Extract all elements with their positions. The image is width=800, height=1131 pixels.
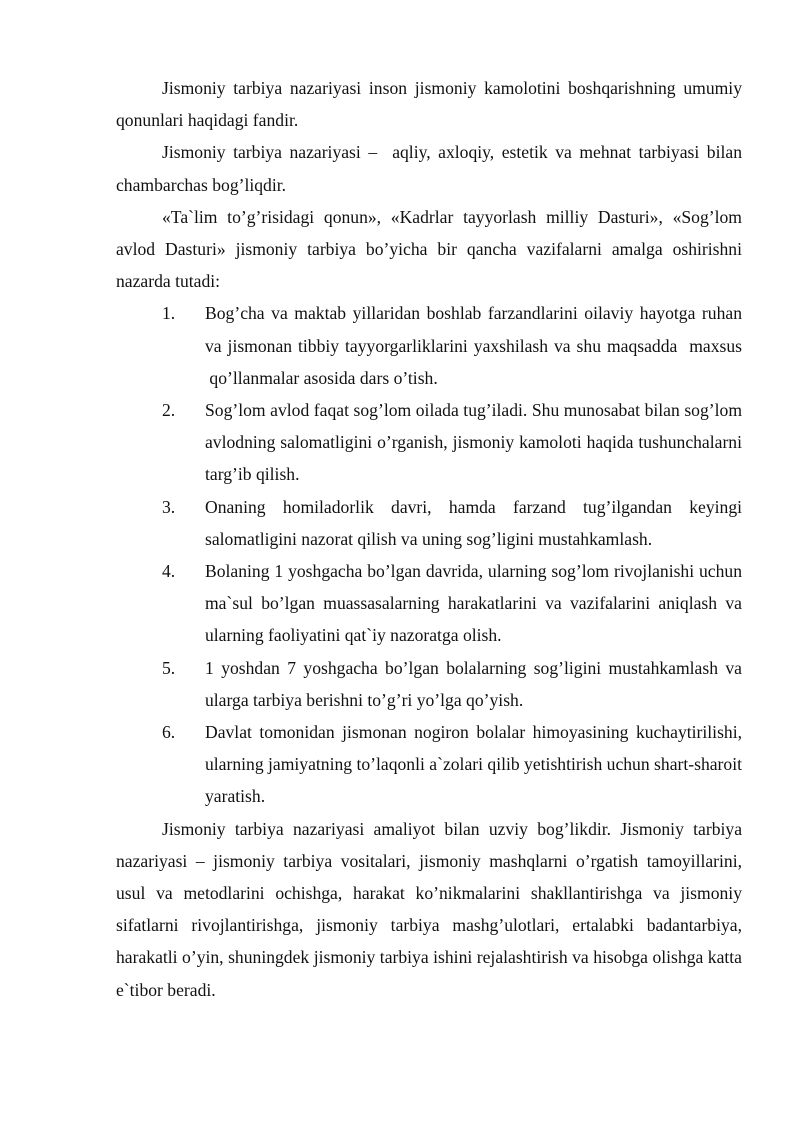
task-list [116, 297, 742, 812]
list-item-text: Onaning homiladorlik davri, hamda farzand tug’ilgandan keyingi salomatligini nazorat qilish va uning sog’ligini mustahkamlash. [205, 496, 742, 549]
list-item-text: Sog’lom avlod faqat sog’lom oilada tug’iladi. Shu munosabat bilan sog’lom avlodning salomatligini o’rganish, jismoniy kamoloti haqida tushunchalarni targ’ib qilish. [205, 400, 742, 485]
list-item-number: 1. [162, 303, 176, 324]
list-item [116, 394, 742, 491]
list-item-number: 6. [162, 722, 176, 743]
paragraph-definition: Jismoniy tarbiya nazariyasi inson jismoniy kamolotini boshqarishning umumiy qonunlari haqidagi fandir. [116, 78, 742, 131]
list-item [116, 491, 742, 555]
paragraph-laws: «Ta`lim to’g’risidagi qonun», «Kadrlar tayyorlash milliy Dasturi», «Sog’lom avlod Dasturi» jismoniy tarbiya bo’yicha bir qancha vazifalarni amalga oshirishni nazarda tutadi: [116, 206, 742, 292]
list-item-number: 5. [162, 657, 176, 678]
list-item-text: Davlat tomonidan jismonan nogiron bolalar himoyasining kuchaytirilishi, ularning jamiyatning to’laqonli a`zolari qilib yetishtirish uchun shart-sharoit yaratish. [205, 722, 742, 807]
list-item-number: 2. [162, 400, 176, 421]
paragraph-relation: Jismoniy tarbiya nazariyasi – aqliy, axloqiy, estetik va mehnat tarbiyasi bilan chambarchas bog’liqdir. [116, 142, 742, 195]
list-item [116, 297, 742, 394]
list-item-number: 4. [162, 561, 176, 582]
list-item-number: 3. [162, 496, 176, 517]
list-item-text: Bolaning 1 yoshgacha bo’lgan davrida, ularning sog’lom rivojlanishi uchun ma`sul bo’lgan muassasalarning harakatlarini va vazifalarini aniqlash va ularning faoliyatini qat`iy nazoratga olish. [205, 561, 742, 646]
list-item-text: 1 yoshdan 7 yoshgacha bo’lgan bolalarning sog’ligini mustahkamlash va ularga tarbiya berishni to’g’ri yo’lga qo’yish. [205, 657, 742, 710]
paragraph-practice: Jismoniy tarbiya nazariyasi amaliyot bilan uzviy bog’likdir. Jismoniy tarbiya nazariyasi – jismoniy tarbiya vositalari, jismoniy mashqlarni o’rgatish tamoyillarini, usul va metodlarini ochishga, harakat ko’nikmalarini shakllantirishga va jismoniy sifatlarni rivojlantirishga, jismoniy tarbiya mashg’ulotlari, ertalabki badantarbiya, harakatli o’yin, shuningdek jismoniy tarbiya ishini rejalashtirish va hisobga olishga katta e`tibor beradi. [116, 818, 742, 1000]
list-item [116, 555, 742, 652]
list-item-text: Bog’cha va maktab yillaridan boshlab farzandlarini oilaviy hayotga ruhan va jismonan tibbiy tayyorgarliklarini yaxshilash va shu maqsadda maxsus qo’llanmalar asosida dars o’tish. [205, 303, 742, 388]
document-page [116, 72, 742, 1006]
list-item [116, 716, 742, 813]
list-item [116, 652, 742, 716]
